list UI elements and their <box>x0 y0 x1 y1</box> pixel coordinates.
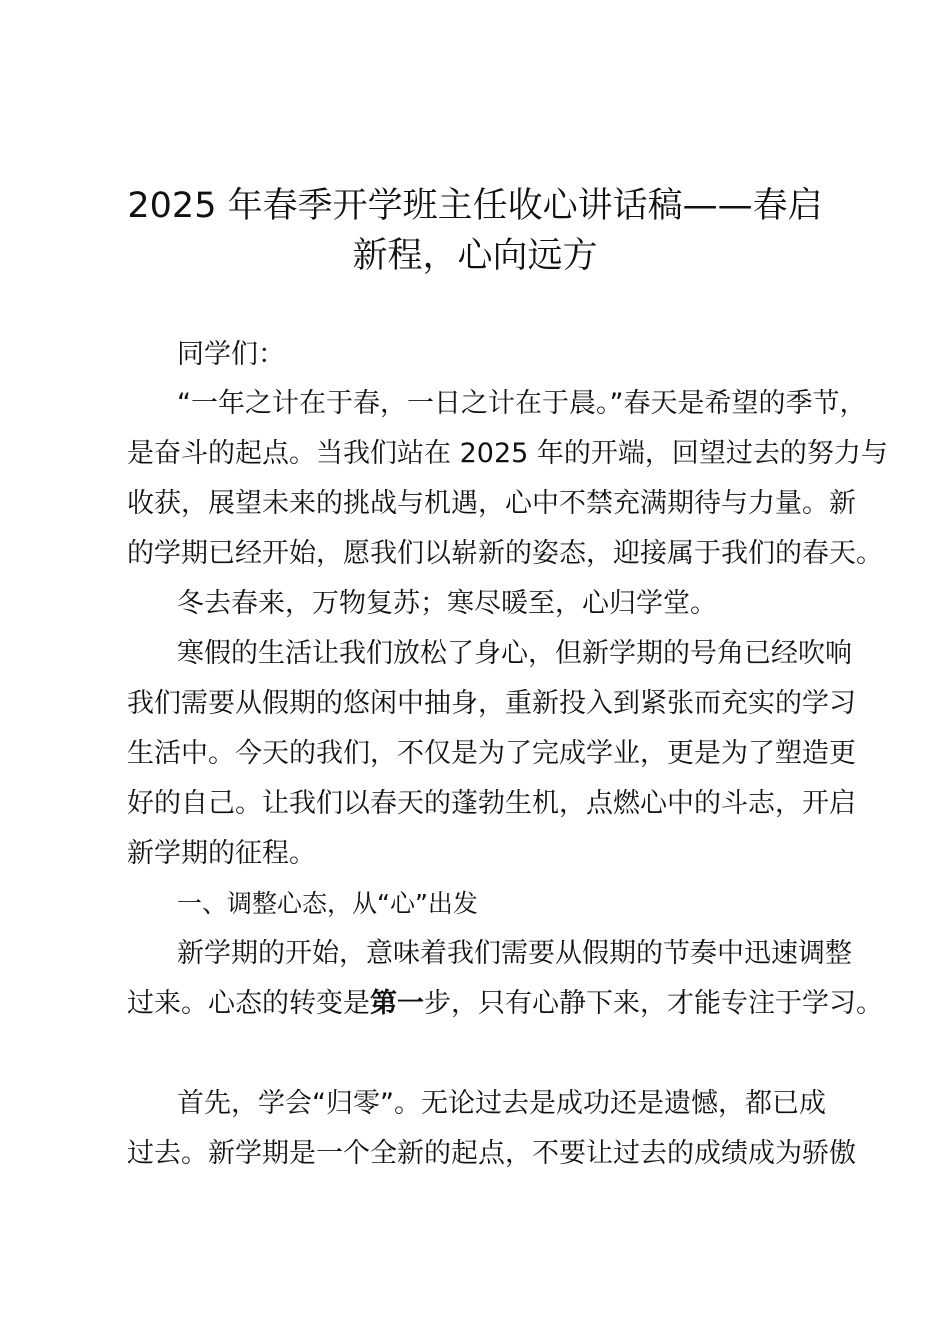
paragraph-3-line-5: 新学期的征程。 <box>127 838 316 869</box>
paragraph-5-line-1: 首先，学会“归零”。无论过去是成功还是遗憾，都已成 <box>177 1088 826 1119</box>
paragraph-4-line-1: 新学期的开始，意味着我们需要从假期的节奏中迅速调整 <box>177 938 852 969</box>
paragraph-1-line-2: 是奋斗的起点。当我们站在 2025 年的开端，回望过去的努力与 <box>127 438 888 469</box>
paragraph-2: 冬去春来，万物复苏；寒尽暖至，心归学堂。 <box>177 588 717 619</box>
paragraph-3-line-4: 好的自己。让我们以春天的蓬勃生机，点燃心中的斗志，开启 <box>127 788 856 819</box>
greeting: 同学们： <box>177 339 285 370</box>
paragraph-5-line-2: 过去。新学期是一个全新的起点，不要让过去的成绩成为骄傲 <box>127 1138 856 1169</box>
document-title-line-2: 新程，心向远方 <box>352 236 598 276</box>
paragraph-4-line-2 <box>127 986 883 1022</box>
document-title-line-1: 2025 年春季开学班主任收心讲话稿——春启 <box>127 186 823 226</box>
paragraph-1-line-3: 收获，展望未来的挑战与机遇，心中不禁充满期待与力量。新 <box>127 488 856 519</box>
section-1-heading: 一、调整心态，从“心”出发 <box>177 889 478 918</box>
paragraph-3-line-3: 生活中。今天的我们，不仅是为了完成学业，更是为了塑造更 <box>127 738 856 769</box>
paragraph-1-line-1: “一年之计在于春，一日之计在于晨。”春天是希望的季节， <box>177 388 867 419</box>
paragraph-4-text-after: 步，只有心静下来，才能专注于学习。 <box>424 988 883 1019</box>
paragraph-1-line-4: 的学期已经开始，愿我们以崭新的姿态，迎接属于我们的春天。 <box>127 538 883 569</box>
paragraph-4-bold-text: 第一 <box>370 988 424 1019</box>
paragraph-3-line-2: 我们需要从假期的悠闲中抽身，重新投入到紧张而充实的学习 <box>127 688 856 719</box>
paragraph-4-text-before: 过来。心态的转变是 <box>127 988 370 1019</box>
paragraph-3-line-1: 寒假的生活让我们放松了身心，但新学期的号角已经吹响 <box>177 638 852 669</box>
